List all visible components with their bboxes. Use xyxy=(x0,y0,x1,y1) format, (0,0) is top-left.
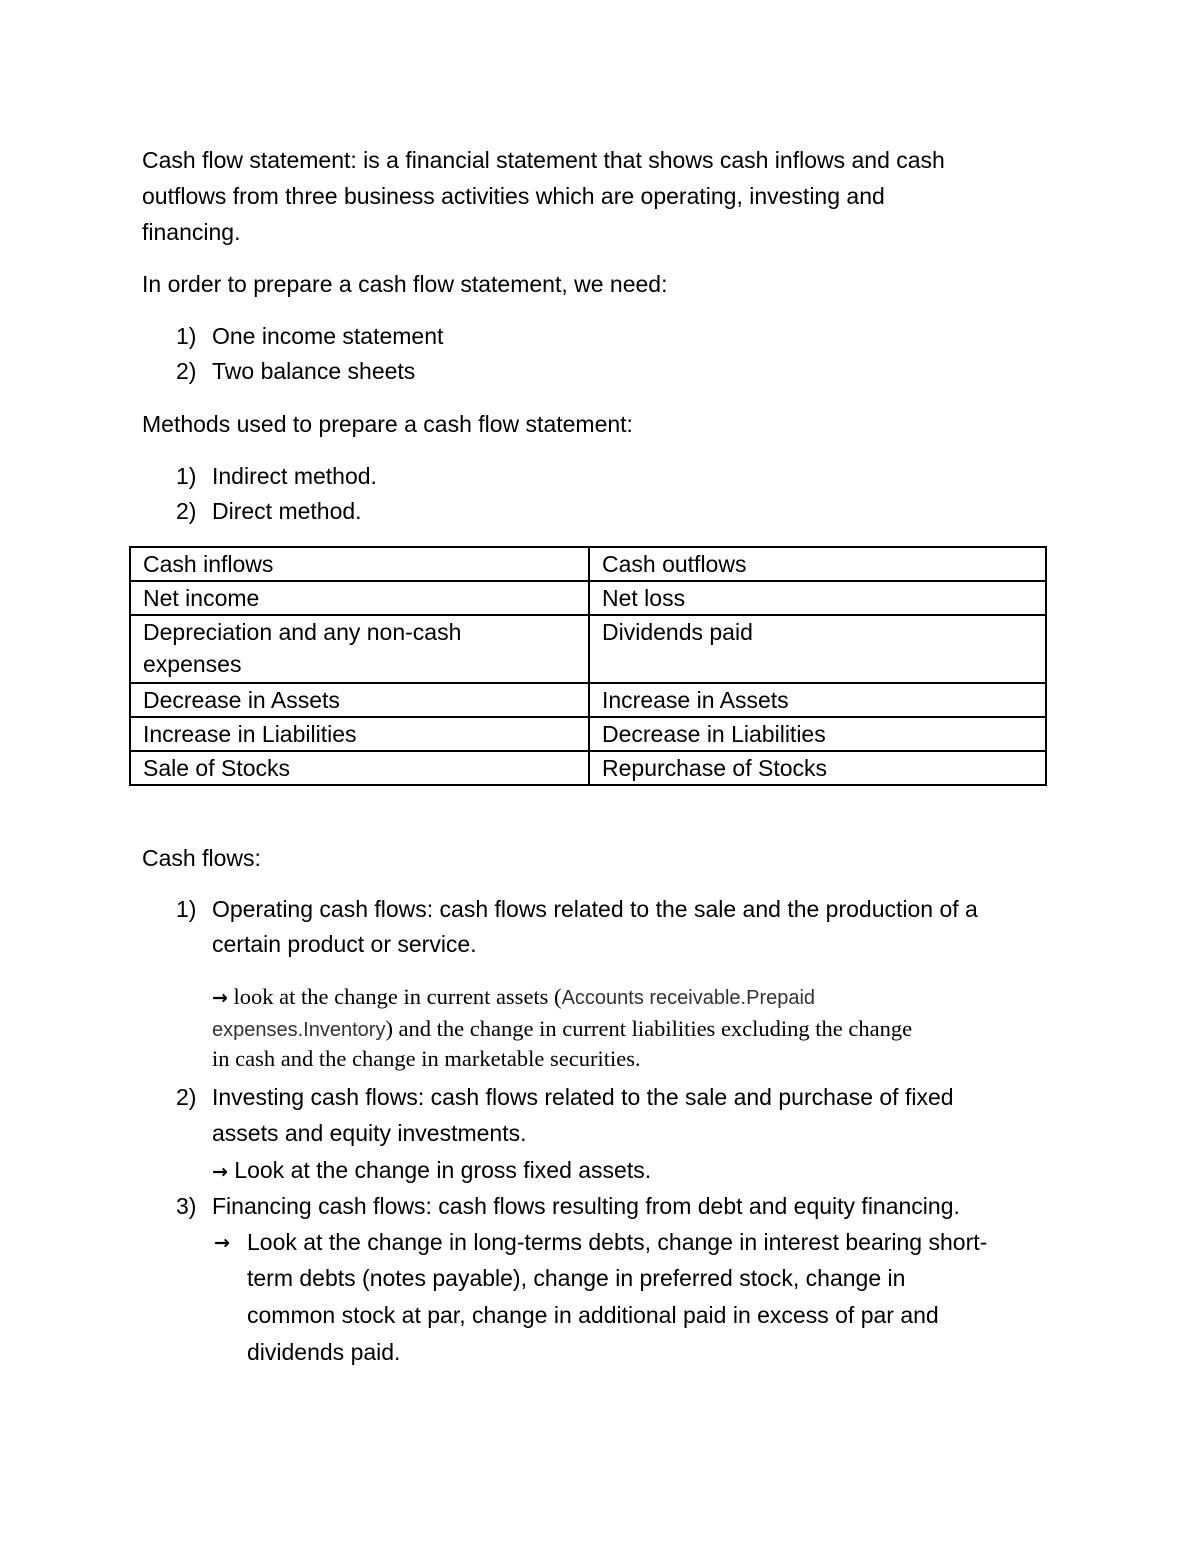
list-item-number: 1) xyxy=(176,896,197,922)
investing-note-text: Look at the change in gross fixed assets. xyxy=(227,1157,652,1183)
list-item-number: 2) xyxy=(176,1084,197,1110)
table-cell: Increase in Assets xyxy=(589,683,1046,717)
table-row xyxy=(130,683,1046,717)
table-cell-line: expenses xyxy=(143,651,242,677)
table-cell-line: Depreciation and any non-cash xyxy=(143,619,462,645)
table-cell: Repurchase of Stocks xyxy=(589,751,1046,785)
list-item-number: 1) xyxy=(176,463,197,489)
operating-note-examples: expenses.Inventory xyxy=(212,1019,386,1041)
list-item-number: 2) xyxy=(176,358,197,384)
list-item-number: 1) xyxy=(176,323,197,349)
table-cell: Sale of Stocks xyxy=(130,751,589,785)
intro-line-1: Cash flow statement: is a financial statement that shows cash inflows and cash xyxy=(142,147,945,173)
prepare-heading: In order to prepare a cash flow statement, we need: xyxy=(142,271,668,297)
investing-line-1: Investing cash flows: cash flows related to the sale and purchase of fixed xyxy=(212,1084,954,1110)
right-arrow-icon: → xyxy=(214,1232,230,1254)
table-cell: Decrease in Liabilities xyxy=(589,717,1046,751)
operating-line-2: certain product or service. xyxy=(212,931,477,957)
table-cell: Dividends paid xyxy=(589,615,1046,683)
operating-line-1: Operating cash flows: cash flows related to the sale and the production of a xyxy=(212,896,978,922)
list-item: Indirect method. xyxy=(212,463,377,489)
cash-flows-heading: Cash flows: xyxy=(142,845,261,871)
table-row xyxy=(130,751,1046,785)
cash-flows-table xyxy=(129,546,1047,786)
financing-note-line-1: Look at the change in long-terms debts, change in interest bearing short- xyxy=(247,1229,988,1255)
right-arrow-icon: → xyxy=(212,987,228,1009)
list-item-number: 2) xyxy=(176,498,197,524)
table-row xyxy=(130,547,1046,581)
table-cell: Net loss xyxy=(589,581,1046,615)
right-arrow-icon: → xyxy=(212,1161,228,1183)
financing-note-line-2: term debts (notes payable), change in preferred stock, change in xyxy=(247,1265,906,1291)
table-header-cell: Cash outflows xyxy=(589,547,1046,581)
table-cell: Increase in Liabilities xyxy=(130,717,589,751)
financing-line-1: Financing cash flows: cash flows resulting from debt and equity financing. xyxy=(212,1193,960,1219)
operating-note-text: look at the change in current assets ( xyxy=(227,984,562,1009)
intro-line-3: financing. xyxy=(142,219,241,245)
financing-note-line-4: dividends paid. xyxy=(247,1339,401,1365)
list-item: Direct method. xyxy=(212,498,362,524)
operating-note-text: ) and the change in current liabilities excluding the change xyxy=(385,1016,913,1041)
investing-line-2: assets and equity investments. xyxy=(212,1120,527,1146)
intro-line-2: outflows from three business activities which are operating, investing and xyxy=(142,183,885,209)
table-cell: Net income xyxy=(130,581,589,615)
table-cell: Decrease in Assets xyxy=(130,683,589,717)
table-row xyxy=(130,717,1046,751)
list-item: One income statement xyxy=(212,323,444,349)
table-row xyxy=(130,581,1046,615)
table-header-cell: Cash inflows xyxy=(130,547,589,581)
list-item: Two balance sheets xyxy=(212,358,416,384)
methods-heading: Methods used to prepare a cash flow statement: xyxy=(142,411,633,437)
list-item-number: 3) xyxy=(176,1193,197,1219)
investing-note xyxy=(212,1152,651,1190)
table-cell xyxy=(130,615,589,683)
operating-note-examples: Accounts receivable.Prepaid xyxy=(561,987,816,1009)
table-row xyxy=(130,615,1046,683)
operating-note-line-3: in cash and the change in marketable securities. xyxy=(212,1046,641,1071)
financing-note-line-3: common stock at par, change in additional paid in excess of par and xyxy=(247,1302,939,1328)
